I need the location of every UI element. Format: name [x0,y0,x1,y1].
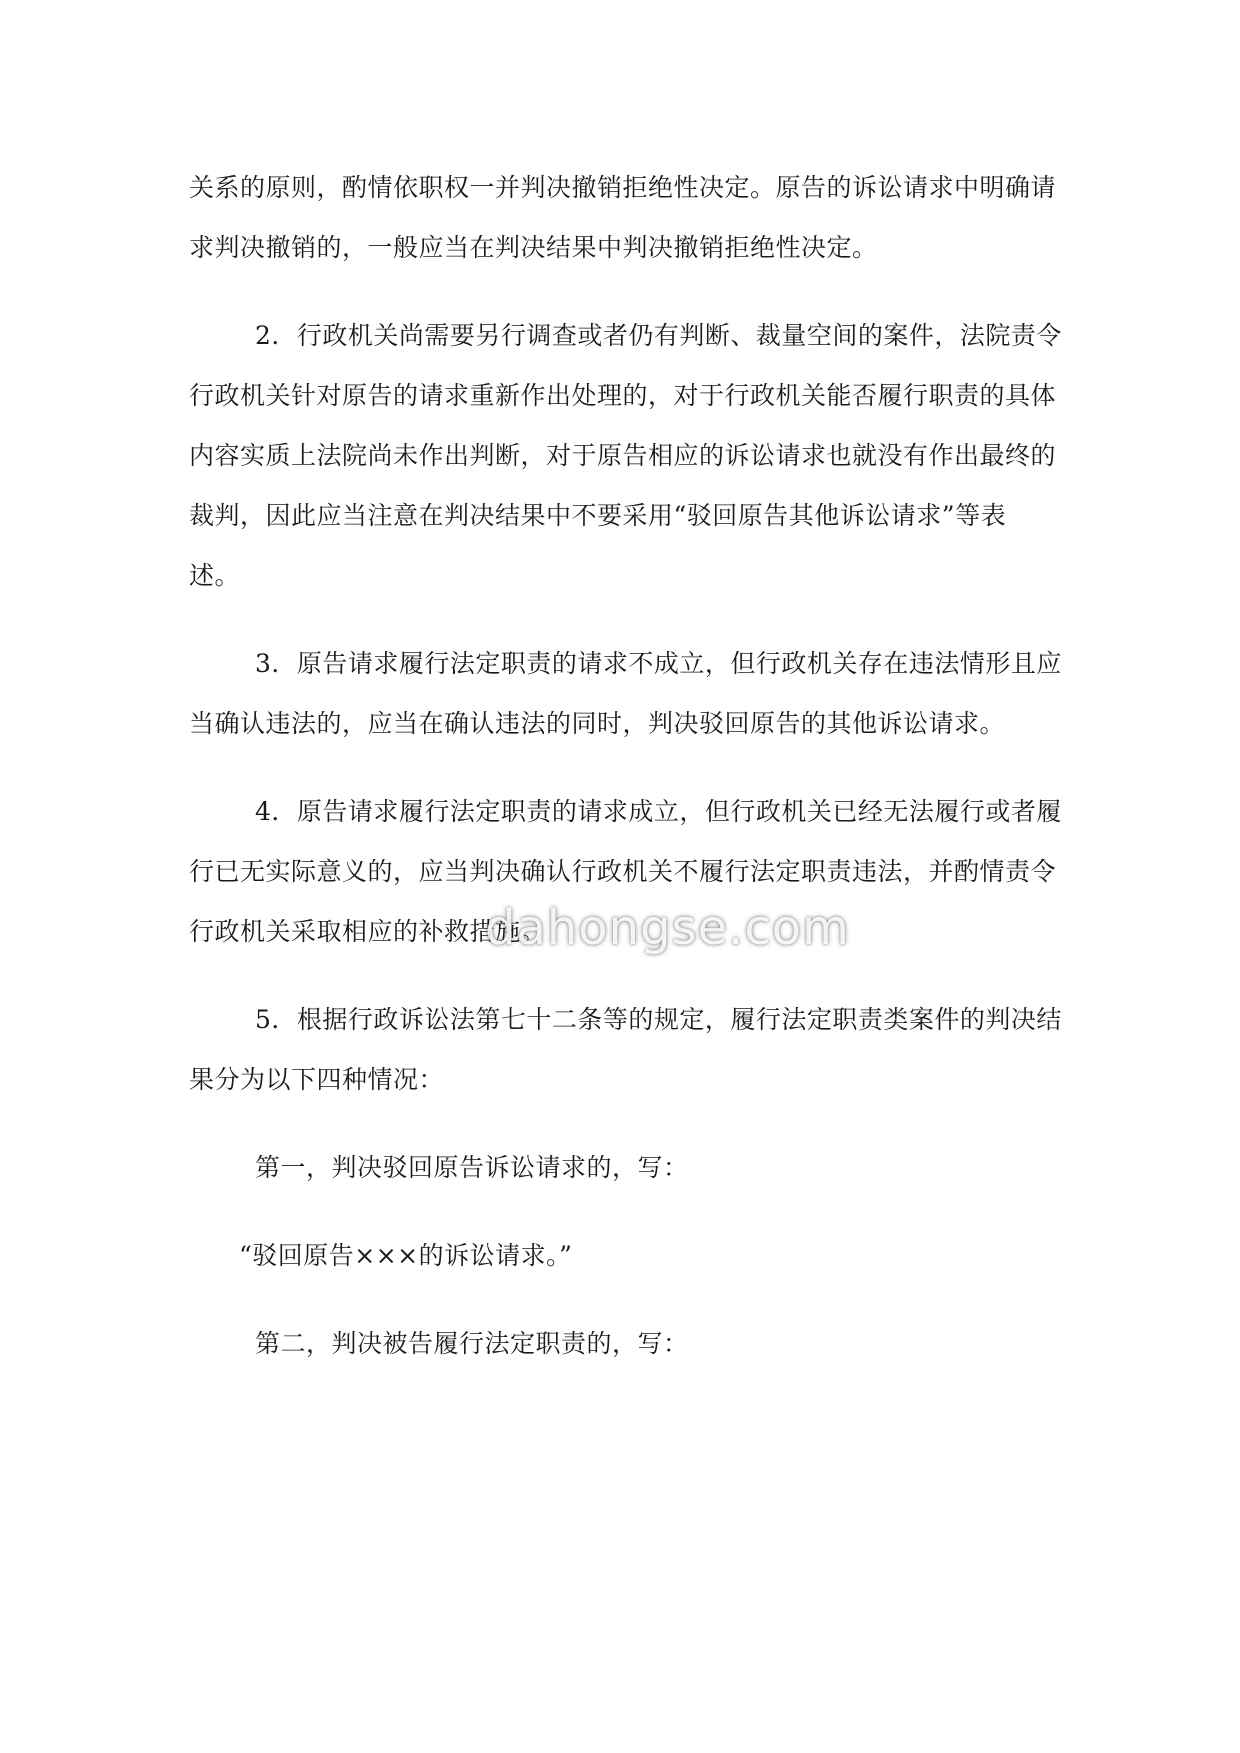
text-line: 求判决撤销的，一般应当在判决结果中判决撤销拒绝性决定。 [189,233,878,262]
text-line: 当确认违法的，应当在确认违法的同时，判决驳回原告的其他诉讼请求。 [189,709,1006,738]
watermark-text: dahongse.com [485,900,850,956]
text-line: 关系的原则，酌情依职权一并判决撤销拒绝性决定。原告的诉讼请求中明确请 [189,173,1057,202]
paragraph-item-4 [189,782,1062,962]
text-line: 3．原告请求履行法定职责的请求不成立，但行政机关存在违法情形且应 [255,649,1062,678]
paragraph-case-1 [189,1138,1049,1198]
text-line: 行政机关针对原告的请求重新作出处理的，对于行政机关能否履行职责的具体 [189,381,1057,410]
paragraph-continuation [189,158,1057,278]
document-body [189,158,1062,1374]
text-line: 5．根据行政诉讼法第七十二条等的规定，履行法定职责类案件的判决结 [255,1005,1062,1034]
text-line: “驳回原告×××的诉讼请求。” [239,1241,573,1270]
paragraph-item-3 [189,634,1062,754]
paragraph-item-5 [189,990,1062,1110]
text-line: 果分为以下四种情况： [189,1065,445,1094]
text-line: 4．原告请求履行法定职责的请求成立，但行政机关已经无法履行或者履 [255,797,1062,826]
text-line: 内容实质上法院尚未作出判断，对于原告相应的诉讼请求也就没有作出最终的 [189,441,1057,470]
paragraph-case-1-quote [189,1226,1049,1286]
text-line: 第二，判决被告履行法定职责的，写： [255,1329,689,1358]
text-line: 述。 [189,561,241,590]
text-line: 行已无实际意义的，应当判决确认行政机关不履行法定职责违法，并酌情责令 [189,857,1057,886]
text-line: 行政机关采取相应的补救措施。 [189,917,547,946]
paragraph-case-2 [189,1314,1049,1374]
text-line: 第一，判决驳回原告诉讼请求的，写： [255,1153,689,1182]
text-line: 裁判，因此应当注意在判决结果中不要采用“驳回原告其他诉讼请求”等表 [189,501,1007,530]
text-line: 2．行政机关尚需要另行调查或者仍有判断、裁量空间的案件，法院责令 [255,321,1062,350]
paragraph-item-2 [189,306,1062,606]
